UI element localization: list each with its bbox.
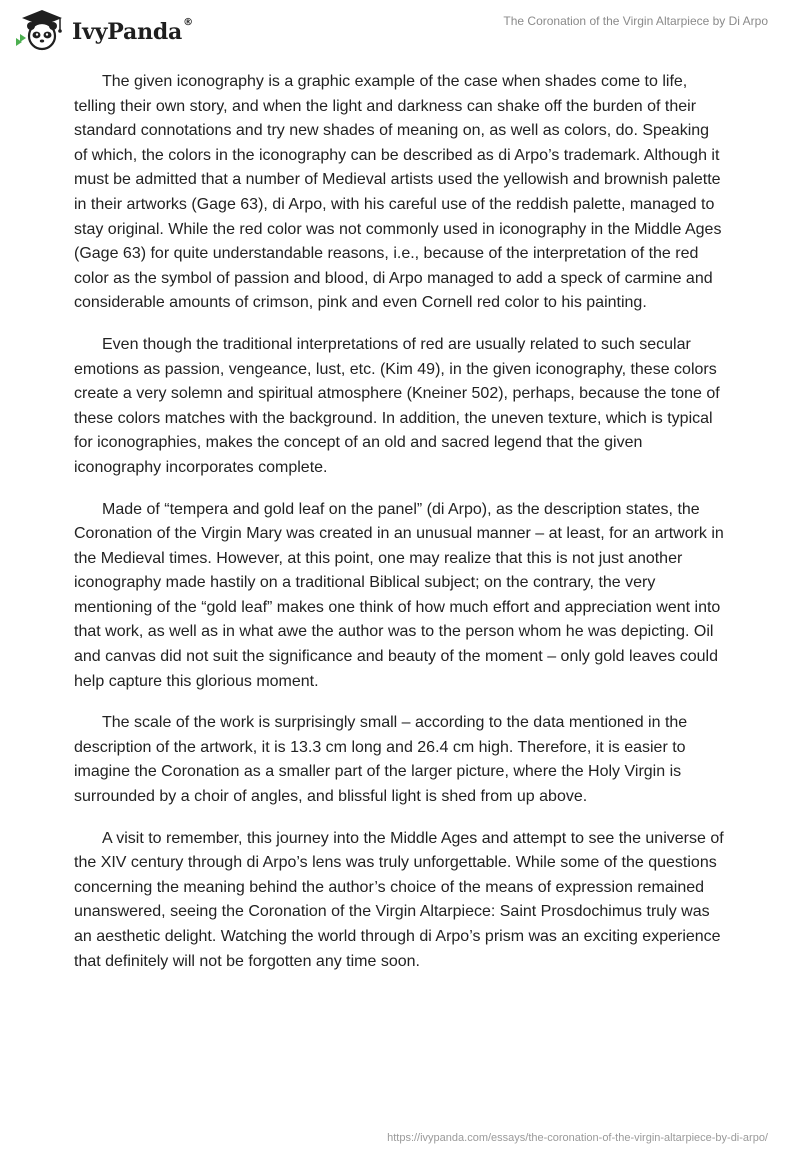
paragraph: A visit to remember, this journey into the Middle Ages and attempt to see the universe of the XIV century through di Arpo’s lens was truly unforgettable. While some of the questions concerning the meaning behind the author’s choice of the means of expression remained unanswered, seeing the Coronation of the Virgin Altarpiece: Saint Prosdochimus truly was an aesthetic delight. Watching the world through di Arpo’s prism was an exciting experience that definitely will not be forgotten any time soon. bbox=[74, 829, 724, 970]
registered-mark: ® bbox=[183, 17, 193, 28]
logo-name: IvyPanda bbox=[72, 19, 183, 45]
page-header bbox=[0, 0, 800, 60]
paragraph: Even though the traditional interpretations of red are usually related to such secular emotions as passion, vengeance, lust, etc. (Kim 49), in the given iconography, these colors create a very solemn and spiritual atmosphere (Kneiner 502), perhaps, because the tone of these colors matches with the background. In addition, the uneven texture, which is typical for iconographies, makes the concept of an old and sacred legend that the given iconography incorporates complete. bbox=[74, 335, 720, 476]
paragraph: The scale of the work is surprisingly small – according to the data mentioned in the description of the artwork, it is 13.3 cm long and 26.4 cm high. Therefore, it is easier to imagine the Coronation as a smaller part of the larger picture, where the Holy Virgin is surrounded by a choir of angles, and blissful light is shed from up above. bbox=[74, 714, 688, 806]
ivypanda-logo[interactable] bbox=[12, 8, 193, 52]
panda-graduation-cap-icon bbox=[12, 8, 68, 52]
paragraph: The given iconography is a graphic example of the case when shades come to life, telling their own story, and when the light and darkness can shake off the burden of their standard connotations and try new shades of meaning on, as well as colors, do. Speaking of which, the colors in the iconography can be described as di Arpo’s trademark. Although it must be admitted that a number of Medieval artists used the yellowish and brownish palette in their artworks (Gage 63), di Arpo, with his careful use of the reddish palette, managed to stay original. While the red color was not commonly used in iconography in the Middle Ages (Gage 63) for quite understandable reasons, i.e., because of the interpretation of the red color as the symbol of passion and blood, di Arpo managed to add a speck of carmine and considerable amounts of crimson, pink and even Cornell red color to his painting. bbox=[74, 73, 722, 312]
essay-body bbox=[74, 70, 726, 991]
document-title: The Coronation of the Virgin Altarpiece by Di Arpo bbox=[503, 14, 768, 28]
source-url[interactable]: https://ivypanda.com/essays/the-coronation-of-the-virgin-altarpiece-by-di-arpo/ bbox=[387, 1132, 768, 1144]
paragraph: Made of “tempera and gold leaf on the panel” (di Arpo), as the description states, the Coronation of the Virgin Mary was created in an unusual manner – at least, for an artwork in the Medieval times. However, at this point, one may realize that this is not just another iconography made hastily on a traditional Biblical subject; on the contrary, the very mentioning of the “gold leaf” makes one think of how much effort and appreciation went into that work, as well as in what awe the author was to the person whom he was depicting. Oil and canvas did not suit the significance and beauty of the moment – only gold leaves could help capture this glorious moment. bbox=[74, 500, 724, 690]
logo-text bbox=[72, 19, 193, 45]
